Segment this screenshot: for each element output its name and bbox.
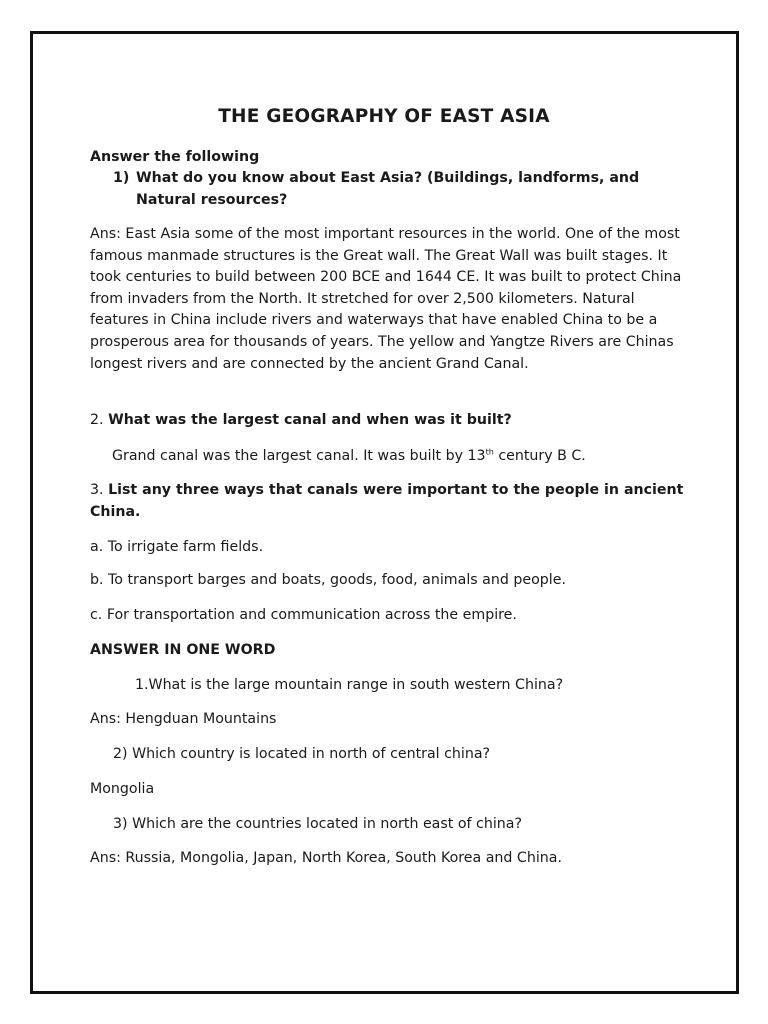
one-word-question-3: 3) Which are the countries located in north east of china? bbox=[113, 816, 522, 832]
question-2-text: What was the largest canal and when was it built? bbox=[108, 412, 512, 428]
question-3-text: List any three ways that canals were important to the people in ancient China. bbox=[90, 482, 684, 520]
document-title: THE GEOGRAPHY OF EAST ASIA bbox=[218, 106, 550, 128]
answer-3-item-b: b. To transport barges and boats, goods, food, animals and people. bbox=[90, 572, 566, 588]
question-2-number: 2. bbox=[90, 412, 104, 428]
question-1-number: 1) bbox=[113, 170, 130, 186]
one-word-answer-2: Mongolia bbox=[90, 781, 155, 797]
one-word-answer-1: Ans: Hengduan Mountains bbox=[90, 711, 277, 727]
answer-3-item-c: c. For transportation and communication across the empire. bbox=[90, 607, 517, 623]
question-3-number: 3. bbox=[90, 482, 104, 498]
one-word-question-2: 2) Which country is located in north of central china? bbox=[113, 746, 491, 762]
answer-1-paragraph: Ans: East Asia some of the most important resources in the world. One of the most famous manmade structures is the Great wall. The Great Wall was built stages. It took centuries to build between 200 BCE and 1644 CE. It was built to protect China from invaders from the North. It stretched for over 2,500 kilometers. Natural features in China include rivers and waterways that have enabled China to be a prosperous area for thousands of years. The yellow and Yangtze Rivers are Chinas longest rivers and are connected by the ancient Grand Canal. bbox=[90, 226, 682, 372]
answer-2 bbox=[112, 446, 708, 468]
question-1-text: What do you know about East Asia? (Buildings, landforms, and Natural resources? bbox=[136, 170, 640, 208]
section-heading-one-word: ANSWER IN ONE WORD bbox=[90, 642, 276, 658]
one-word-question-1: 1.What is the large mountain range in south western China? bbox=[135, 677, 564, 693]
answer-2-superscript: th bbox=[485, 447, 494, 457]
question-3 bbox=[90, 480, 686, 523]
question-2 bbox=[90, 410, 686, 432]
answer-3-item-a: a. To irrigate farm fields. bbox=[90, 539, 264, 555]
answer-2-text-before: Grand canal was the largest canal. It was built by 13 bbox=[112, 448, 486, 464]
answer-2-text-after: century B C. bbox=[493, 448, 586, 464]
section-heading-answer-following: Answer the following bbox=[90, 149, 260, 166]
one-word-answer-3: Ans: Russia, Mongolia, Japan, North Korea, South Korea and China. bbox=[90, 850, 562, 866]
